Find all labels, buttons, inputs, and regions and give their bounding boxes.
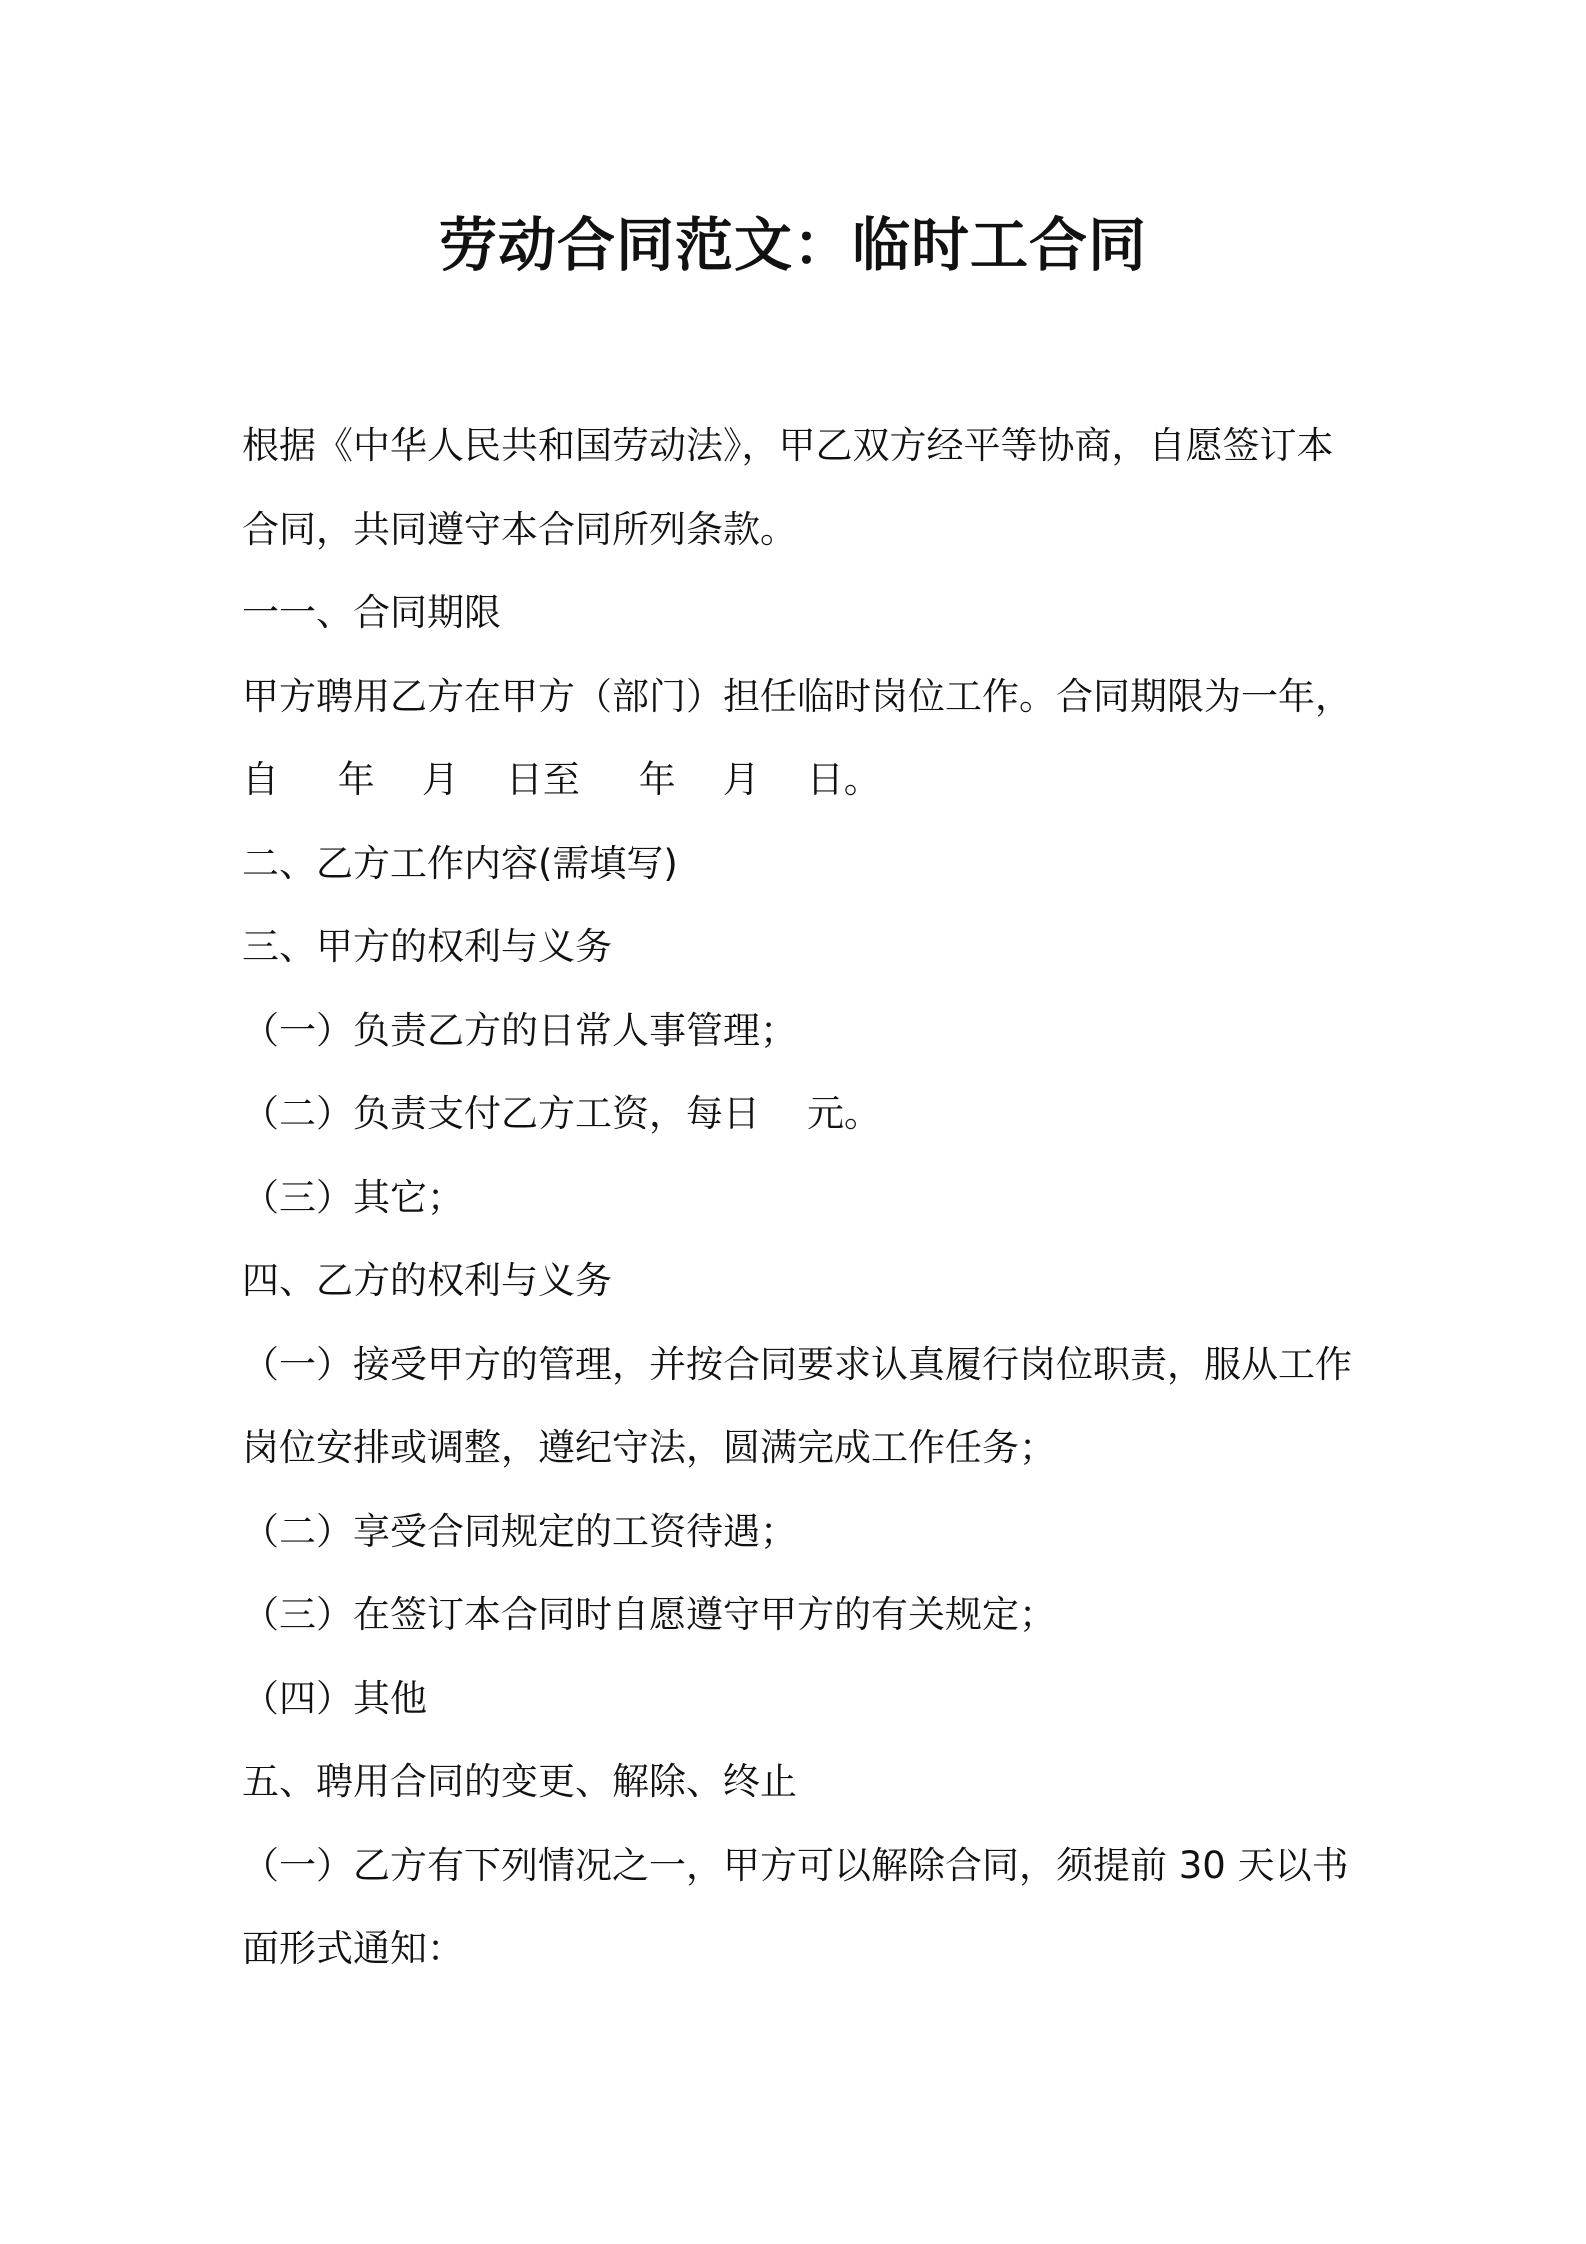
list-item: （三）在签订本合同时自愿遵守甲方的有关规定；: [242, 1593, 1056, 1636]
paragraph-line: 合同，共同遵守本合同所列条款。: [242, 507, 797, 551]
document-body: [242, 404, 1357, 1991]
paragraph-line: 自 年 月 日至 年 月 日。: [242, 758, 881, 801]
list-item: （三）其它；: [242, 1175, 464, 1219]
list-item: （一）接受甲方的管理，并按合同要求认真履行岗位职责，服从工作: [242, 1342, 1352, 1386]
list-item: （四）其他: [242, 1676, 427, 1720]
section-heading: 五、聘用合同的变更、解除、终止: [242, 1760, 797, 1803]
section-heading: 二、乙方工作内容(需填写): [242, 841, 678, 885]
paragraph-line: 岗位安排或调整，遵纪守法，圆满完成工作任务；: [242, 1426, 1056, 1469]
section-heading: 四、乙方的权利与义务: [242, 1259, 612, 1302]
section-heading: 三、甲方的权利与义务: [242, 925, 612, 968]
paragraph-line: 面形式通知：: [242, 1927, 464, 1970]
document-title: 劳动合同范文：临时工合同: [438, 211, 1147, 279]
list-item: （一）负责乙方的日常人事管理；: [242, 1008, 797, 1052]
section-heading: 一一、合同期限: [242, 591, 501, 634]
list-item: （二）享受合同规定的工资待遇；: [242, 1509, 797, 1553]
list-item: （二）负责支付乙方工资，每日 元。: [242, 1092, 882, 1135]
paragraph-line: 根据《中华人民共和国劳动法》，甲乙双方经平等协商，自愿签订本: [242, 424, 1334, 467]
paragraph-line: 甲方聘用乙方在甲方（部门）担任临时岗位工作。合同期限为一年，: [242, 674, 1352, 718]
list-item: （一）乙方有下列情况之一，甲方可以解除合同，须提前 30 天以书: [242, 1843, 1349, 1887]
